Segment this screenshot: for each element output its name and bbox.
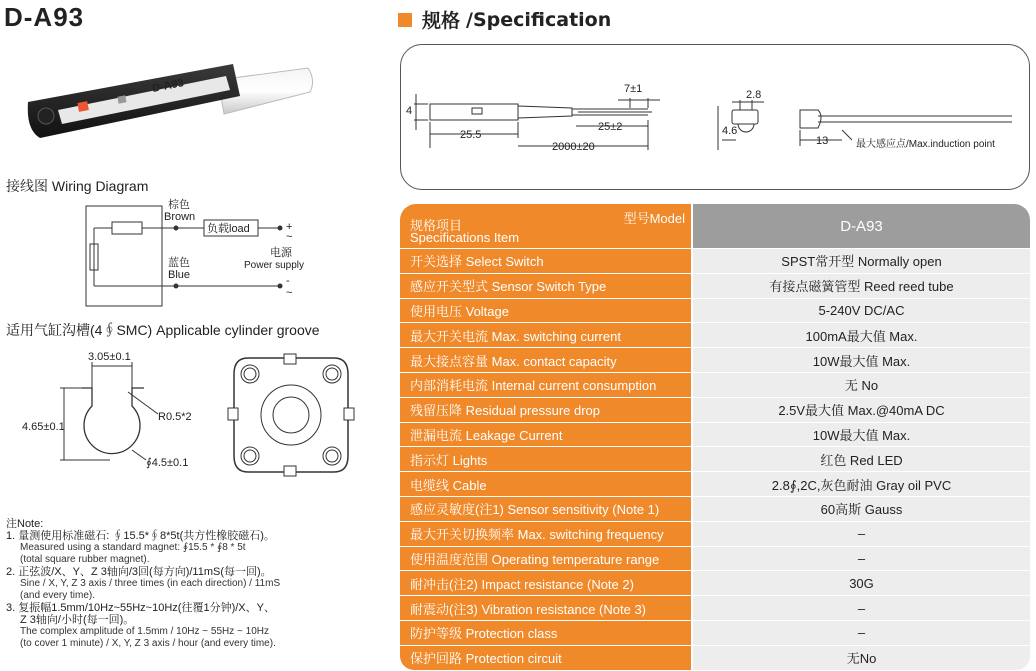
header-item-cell (400, 204, 692, 249)
spec-row (400, 447, 1030, 472)
groove-radius: R0.5*2 (158, 411, 192, 423)
spec-table-header (400, 204, 1030, 249)
dim-2000: 2000±20 (552, 141, 595, 153)
spec-row (400, 323, 1030, 348)
header-model: 型号Model (623, 211, 685, 226)
note-1-cn: 1. 量测使用标准磁石: ∮15.5*∮8*5t(共方性橡胶磁石)。 (6, 530, 275, 542)
spec-row (400, 645, 1030, 670)
wiring-diagram (84, 194, 304, 310)
spec-item-value: – (692, 620, 1030, 645)
spec-item-label: 内部消耗电流 Internal current consumption (400, 372, 692, 397)
plus-sign: + (286, 221, 293, 233)
orange-square-icon (398, 13, 412, 27)
power-cn: 电源 (270, 247, 292, 259)
spec-item-value: – (692, 521, 1030, 546)
note-3-en2: (to cover 1 minute) / X, Y, Z 3 axis / hour (and every time). (20, 638, 276, 649)
note-3-cn: 3. 复振幅1.5mm/10Hz~55Hz~10Hz(往覆1分钟)/X、Y、 (6, 602, 275, 614)
dimension-drawing (402, 46, 1028, 188)
sensor-photo (18, 50, 318, 146)
spec-row (400, 249, 1030, 274)
spec-row (400, 348, 1030, 373)
spec-item-label: 使用电压 Voltage (400, 298, 692, 323)
groove-width: 3.05±0.1 (88, 351, 131, 363)
spec-item-label: 最大开关切换频率 Max. switching frequency (400, 521, 692, 546)
spec-row (400, 571, 1030, 596)
spec-row (400, 472, 1030, 497)
spec-item-label: 保护回路 Protection circuit (400, 645, 692, 670)
note-2-cn: 2. 正弦波/X、Y、Z 3轴向/3回(每方向)/11mS(每一回)。 (6, 566, 272, 578)
note-2-en2: (and every time). (20, 590, 96, 601)
spec-item-label: 感应开关型式 Sensor Switch Type (400, 273, 692, 298)
spec-item-value: 10W最大值 Max. (692, 348, 1030, 373)
groove-drawing (20, 348, 220, 478)
note-1-en1: Measured using a standard magnet: ∮15.5 * ∮8 * 5t (20, 542, 246, 553)
dim-4: 4 (406, 105, 413, 117)
spec-row (400, 546, 1030, 571)
page-title: D-A93 (4, 2, 85, 32)
spec-row (400, 397, 1030, 422)
dim-13: 13 (816, 135, 829, 147)
product-label: D-A93 (151, 77, 185, 95)
spec-item-label: 指示灯 Lights (400, 447, 692, 472)
spec-item-value: 红色 Red LED (692, 447, 1030, 472)
spec-heading (398, 6, 611, 33)
notes-heading: 注Note: (6, 518, 44, 530)
spec-item-value: 2.5V最大值 Max.@40mA DC (692, 397, 1030, 422)
spec-heading-cn: 规格 (422, 10, 461, 32)
wire-blue-en: Blue (168, 269, 191, 281)
groove-heading: 适用气缸沟槽(4∮SMC) Applicable cylinder groove (6, 322, 320, 338)
spec-item-value: 30G (692, 571, 1030, 596)
spec-row (400, 422, 1030, 447)
spec-item-label: 最大开关电流 Max. switching current (400, 323, 692, 348)
spec-row (400, 596, 1030, 621)
spec-item-value: SPST常开型 Normally open (692, 249, 1030, 274)
spec-item-label: 电缆线 Cable (400, 472, 692, 497)
spec-item-label: 耐震动(注3) Vibration resistance (Note 3) (400, 596, 692, 621)
spec-item-value: 有接点磁簧管型 Reed reed tube (692, 273, 1030, 298)
induction-point-label: 最大感应点/Max.induction point (856, 139, 995, 150)
spec-item-value: 60高斯 Gauss (692, 496, 1030, 521)
spec-heading-en: /Specification (466, 8, 612, 31)
header-item-en: Specifications Item (410, 230, 520, 245)
spec-item-value: – (692, 596, 1030, 621)
dim-7: 7±1 (624, 83, 643, 95)
wire-brown-en: Brown (164, 211, 196, 223)
spec-row (400, 496, 1030, 521)
dim-4-6: 4.6 (722, 125, 738, 137)
spec-item-value: 2.8∮,2C,灰色耐油 Gray oil PVC (692, 472, 1030, 497)
dim-2-8: 2.8 (746, 89, 762, 101)
spec-row (400, 521, 1030, 546)
wire-brown-cn: 棕色 (168, 199, 190, 211)
groove-height: 4.65±0.1 (22, 421, 65, 433)
spec-item-label: 感应灵敏度(注1) Sensor sensitivity (Note 1) (400, 496, 692, 521)
header-item-cn: 规格项目 (410, 218, 463, 233)
spec-item-label: 开关选择 Select Switch (400, 249, 692, 274)
power-en: Power supply (244, 260, 304, 271)
header-model-value: D-A93 (692, 204, 1030, 249)
spec-item-label: 使用温度范围 Operating temperature range (400, 546, 692, 571)
cylinder-section-drawing (226, 352, 356, 480)
note-1-en2: (total square rubber magnet). (20, 554, 150, 565)
spec-item-label: 防护等级 Protection class (400, 620, 692, 645)
spec-item-value: – (692, 546, 1030, 571)
spec-item-label: 残留压降 Residual pressure drop (400, 397, 692, 422)
load-label: 负载load (207, 223, 250, 235)
spec-item-value: 无 No (692, 372, 1030, 397)
spec-table (400, 204, 1030, 671)
dim-25-5: 25.5 (460, 129, 482, 141)
note-3-en1: The complex amplitude of 1.5mm / 10Hz ~ 55Hz ~ 10Hz (20, 626, 270, 637)
groove-diameter: ∮4.5±0.1 (146, 457, 189, 469)
wiring-heading: 接线图 Wiring Diagram (6, 178, 149, 194)
note-3-cn2: Z 3轴向/小时(每一回)。 (20, 614, 135, 626)
spec-item-label: 泄漏电流 Leakage Current (400, 422, 692, 447)
spec-item-value: 5-240V DC/AC (692, 298, 1030, 323)
dim-25: 25±2 (598, 121, 623, 133)
spec-row (400, 273, 1030, 298)
note-2-en1: Sine / X, Y, Z 3 axis / three times (in each direction) / 11mS (20, 578, 281, 589)
notes (6, 518, 396, 650)
wire-blue-cn: 蓝色 (168, 257, 190, 269)
spec-row (400, 298, 1030, 323)
spec-item-value: 10W最大值 Max. (692, 422, 1030, 447)
tilde-bottom: ~ (286, 287, 293, 299)
tilde-top: ~ (286, 231, 293, 243)
minus-sign: - (286, 275, 290, 287)
spec-item-label: 耐冲击(注2) Impact resistance (Note 2) (400, 571, 692, 596)
spec-item-value: 无No (692, 645, 1030, 670)
spec-row (400, 372, 1030, 397)
spec-item-value: 100mA最大值 Max. (692, 323, 1030, 348)
spec-row (400, 620, 1030, 645)
spec-item-label: 最大接点容量 Max. contact capacity (400, 348, 692, 373)
